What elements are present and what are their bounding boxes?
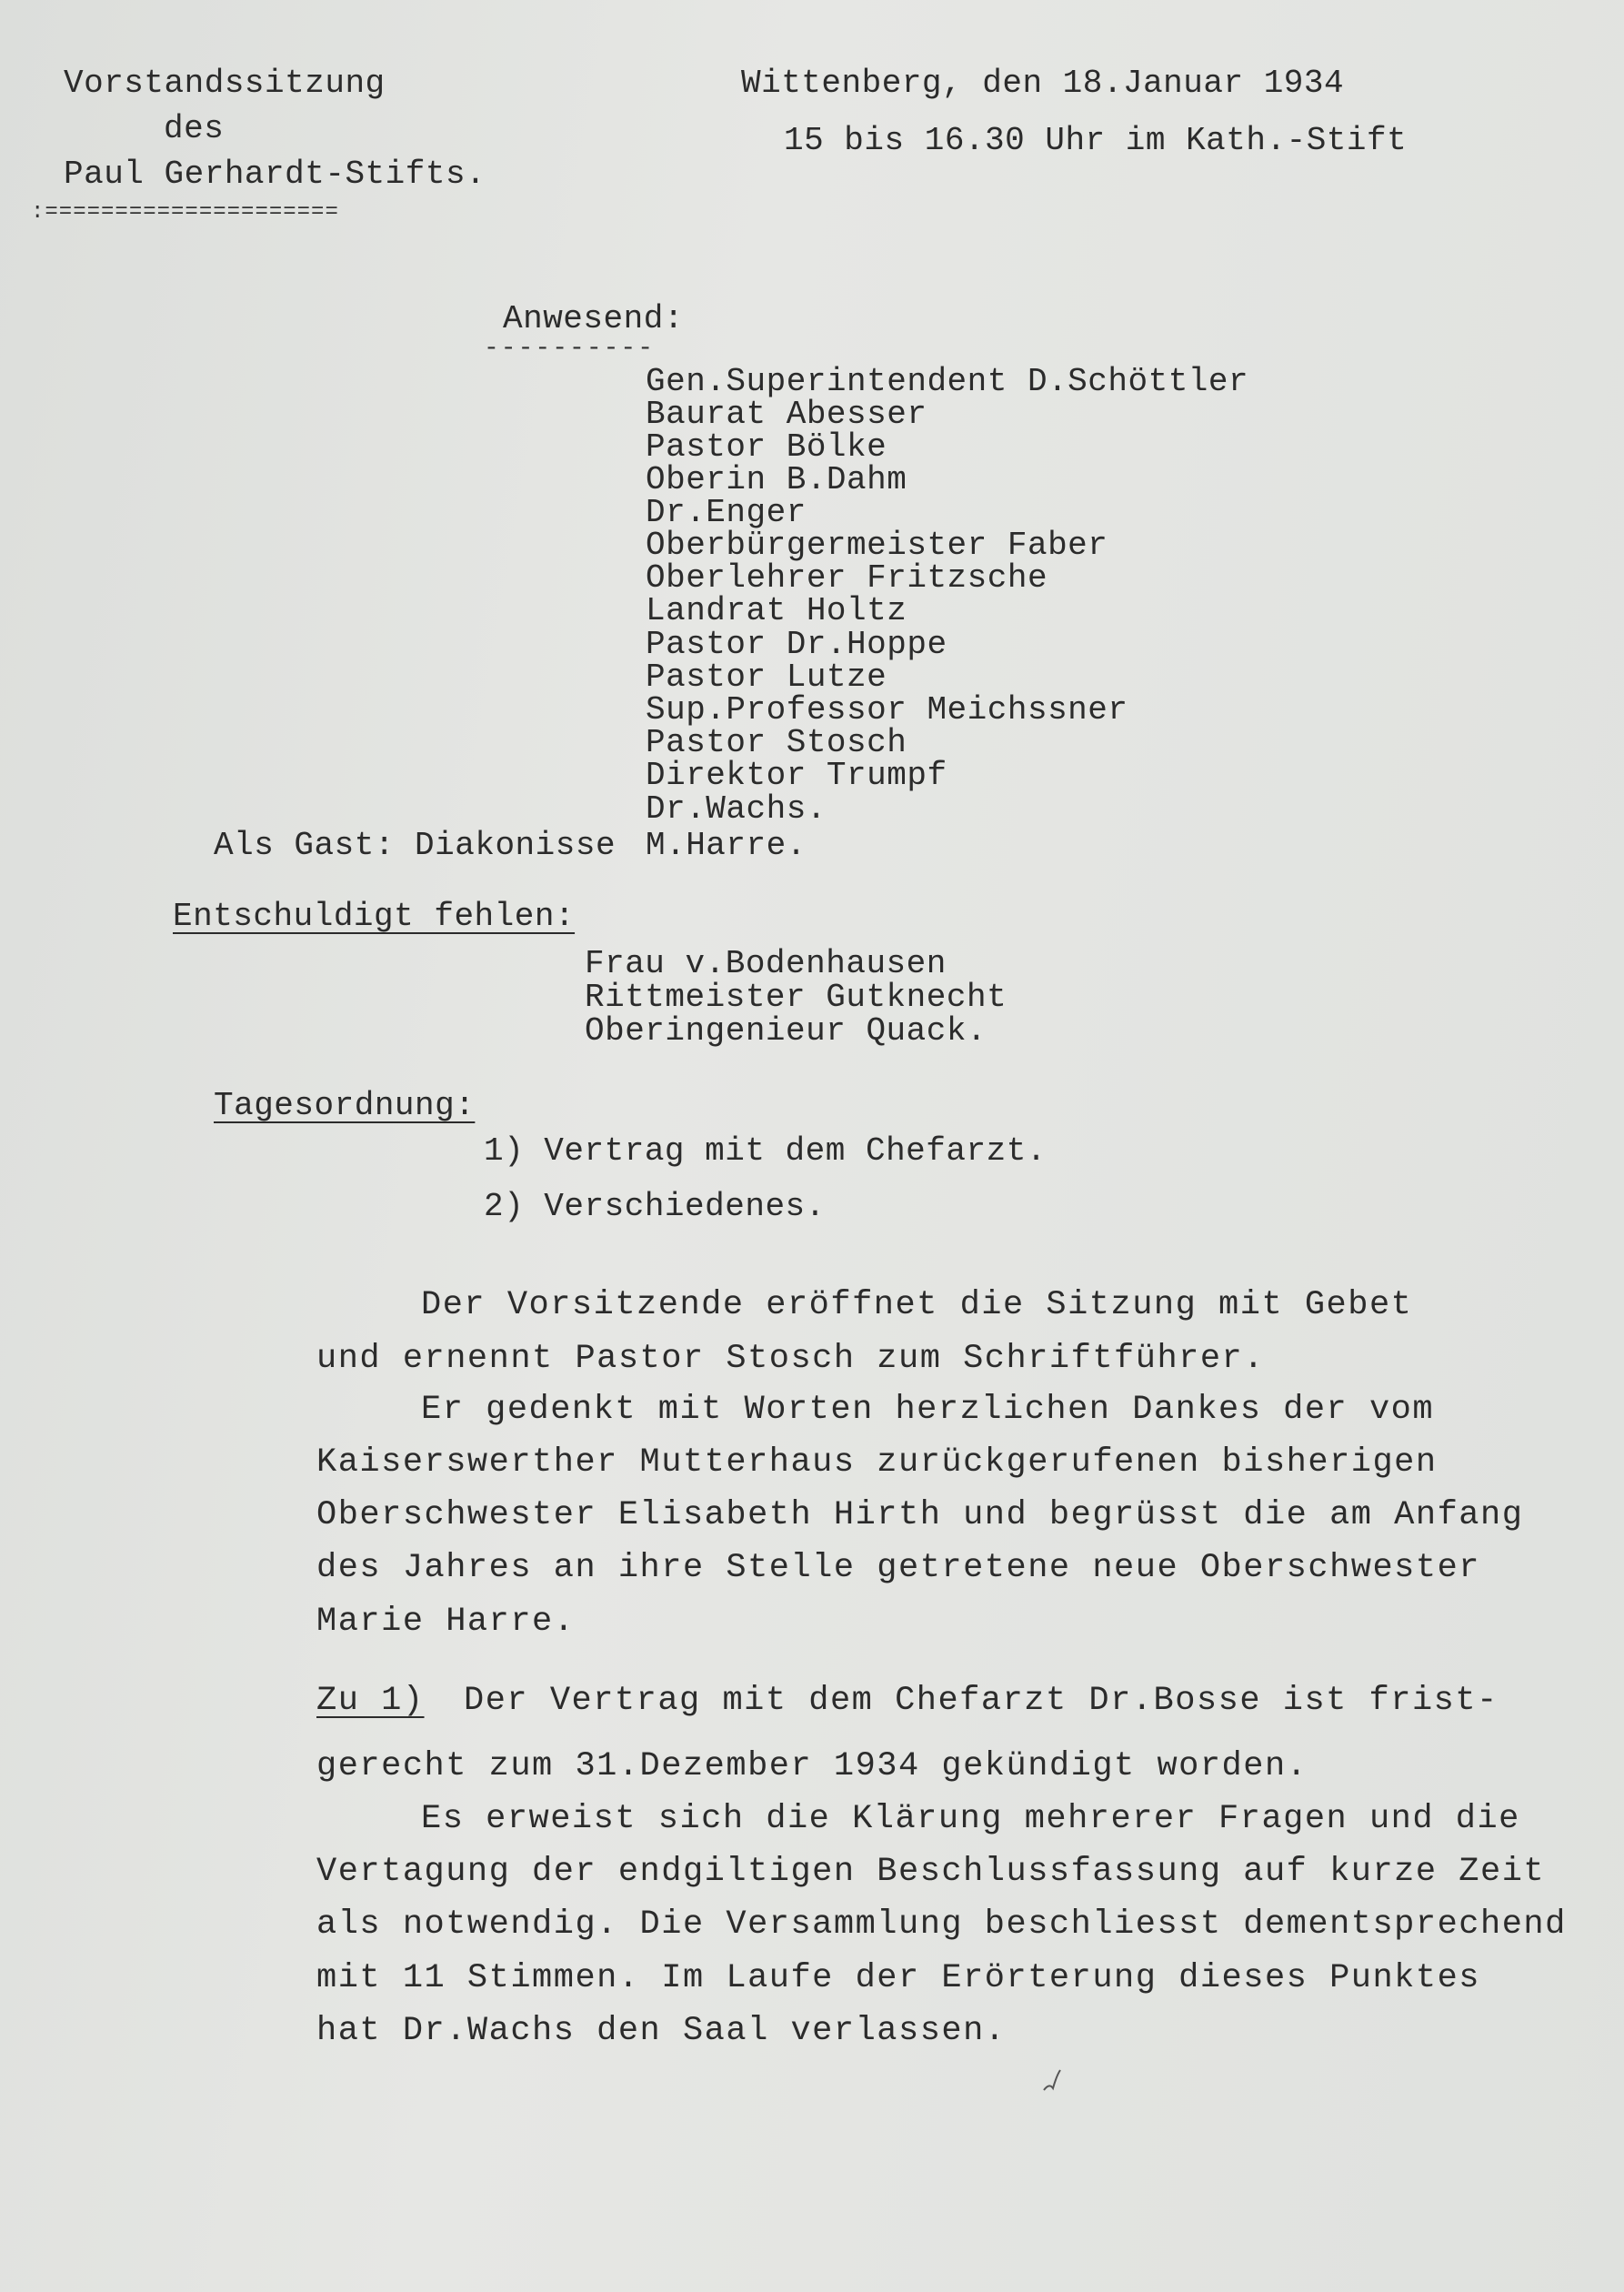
guest-label: Als Gast: Diakonisse — [214, 827, 617, 864]
present-name: Sup.Professor Meichssner — [646, 691, 1128, 729]
present-name: Pastor Dr.Hoppe — [646, 626, 947, 663]
org-line-2: des — [164, 110, 225, 147]
present-name: Pastor Stosch — [646, 724, 907, 761]
org-line-3: Paul Gerhardt-Stifts. — [64, 156, 486, 193]
body-line: Er gedenkt mit Worten herzlichen Dankes der vom — [421, 1391, 1435, 1429]
present-name: Direktor Trumpf — [646, 757, 947, 794]
present-name: Pastor Lutze — [646, 658, 887, 696]
present-name: Landrat Holtz — [646, 592, 907, 629]
present-name: Pastor Bölke — [646, 428, 887, 466]
guest-name: M.Harre. — [646, 827, 807, 864]
agenda-heading: Tagesordnung: — [214, 1087, 476, 1124]
excused-name: Rittmeister Gutknecht — [585, 979, 1007, 1016]
item-1-line: Der Vertrag mit dem Chefarzt Dr.Bosse ist frist- — [464, 1682, 1499, 1720]
body-line: Der Vorsitzende eröffnet die Sitzung mit Gebet — [421, 1286, 1413, 1324]
time-place: 15 bis 16.30 Uhr im Kath.-Stift — [784, 122, 1408, 159]
body-line: und ernennt Pastor Stosch zum Schriftführer. — [316, 1340, 1265, 1378]
place-date: Wittenberg, den 18.Januar 1934 — [741, 65, 1345, 102]
agenda-item: 1) Vertrag mit dem Chefarzt. — [484, 1132, 1047, 1170]
present-name: Baurat Abesser — [646, 396, 927, 433]
pencil-mark-icon — [1037, 2065, 1073, 2101]
present-name: Oberin B.Dahm — [646, 461, 907, 498]
excused-name: Frau v.Bodenhausen — [585, 945, 947, 982]
agenda-item: 2) Verschiedenes. — [484, 1188, 826, 1225]
present-name: Dr.Wachs. — [646, 790, 827, 828]
present-name: Oberbürgermeister Faber — [646, 527, 1108, 564]
excused-name: Oberingenieur Quack. — [585, 1012, 987, 1050]
present-heading: Anwesend: — [503, 300, 684, 337]
item-1-label: Zu 1) — [316, 1682, 425, 1720]
present-name: Dr.Enger — [646, 494, 807, 531]
present-heading-rule: ---------- — [484, 335, 656, 363]
org-line-1: Vorstandssitzung — [64, 65, 386, 102]
body-line: Marie Harre. — [316, 1603, 576, 1641]
item-1-line: gerecht zum 31.Dezember 1934 gekündigt worden. — [316, 1747, 1308, 1785]
item-1-line: hat Dr.Wachs den Saal verlassen. — [316, 2012, 1007, 2050]
present-name: Oberlehrer Fritzsche — [646, 559, 1048, 597]
item-1-line: als notwendig. Die Versammlung beschliesst dementsprechend — [316, 1905, 1567, 1944]
body-line: Kaiserswerther Mutterhaus zurückgerufenen bisherigen — [316, 1443, 1438, 1482]
excused-heading: Entschuldigt fehlen: — [173, 898, 576, 935]
item-1-line: mit 11 Stimmen. Im Laufe der Erörterung dieses Punktes — [316, 1959, 1480, 1997]
body-line: Oberschwester Elisabeth Hirth und begrüsst die am Anfang — [316, 1496, 1524, 1534]
body-line: des Jahres an ihre Stelle getretene neue Oberschwester — [316, 1549, 1480, 1587]
item-1-line: Vertagung der endgiltigen Beschlussfassung auf kurze Zeit — [316, 1853, 1546, 1891]
item-1-line: Es erweist sich die Klärung mehrerer Fragen und die — [421, 1800, 1520, 1838]
org-rule: :===================== — [31, 200, 339, 225]
present-name: Gen.Superintendent D.Schöttler — [646, 363, 1249, 400]
